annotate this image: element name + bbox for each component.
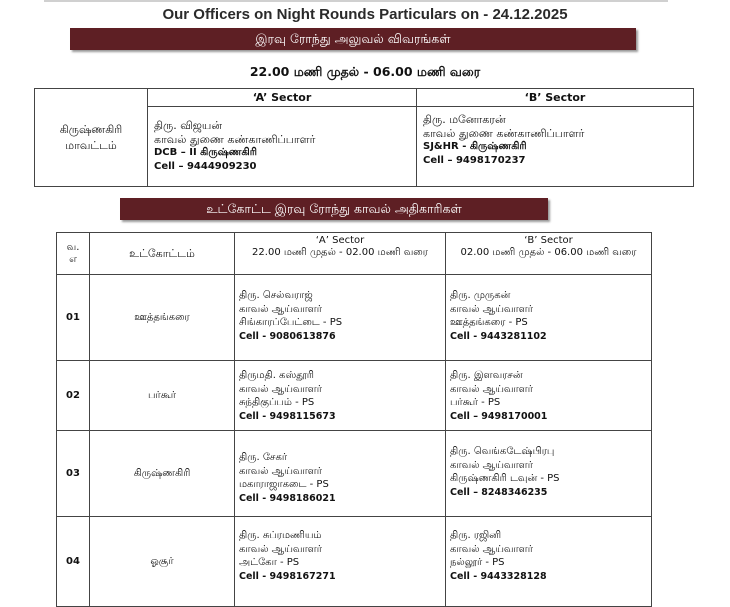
col-b-title: ‘B’ Sector — [524, 235, 573, 246]
officer-name: திரு. வெங்கடேஷ்பிரபு — [450, 446, 555, 457]
officer-cell: Cell - 9498186021 — [239, 492, 336, 504]
officer-name: திரு. விஜயன் — [154, 119, 222, 132]
officer-cell: Cell - 9443328128 — [450, 570, 547, 582]
row-subdivision: பர்கூர் — [90, 361, 235, 431]
officer-designation: காவல் ஆய்வாளர் — [450, 303, 533, 315]
officer-name: திருமதி. கஸ்தூரி — [239, 370, 314, 381]
sector-b-header: ‘B’ Sector — [417, 89, 694, 107]
subdivision-banner: உட்கோட்ட இரவு ரோந்து காவல் அதிகாரிகள் — [120, 198, 548, 220]
officer-station: பர்கூர் - PS — [450, 397, 501, 408]
officer-unit: DCB – II கிருஷ்ணகிரி — [154, 147, 257, 158]
col-b-time: 02.00 மணி முதல் - 06.00 மணி வரை — [460, 247, 637, 258]
officer-unit: SJ&HR - கிருஷ்ணகிரி — [423, 141, 527, 152]
officer-designation: காவல் ஆய்வாளர் — [450, 383, 533, 395]
row-sno: 01 — [57, 275, 90, 361]
col-b-header — [446, 233, 652, 275]
officer-name: திரு. ரஜினி — [450, 530, 502, 541]
officer-station: நல்லூர் - PS — [450, 557, 505, 568]
officer-name: திரு. செல்வராஜ் — [239, 290, 313, 301]
officer-designation: காவல் துணை கண்காணிப்பாளர் — [154, 132, 316, 146]
row-subdivision: கிருஷ்ணகிரி — [90, 431, 235, 517]
officer-name: திரு. சேகர் — [239, 452, 288, 463]
officer-designation: காவல் ஆய்வாளர் — [239, 303, 322, 315]
officer-name: திரு. சுப்ரமணியம் — [239, 530, 322, 541]
officer-designation: காவல் ஆய்வாளர் — [239, 543, 322, 555]
officer-cell: Cell – 8248346235 — [450, 486, 548, 498]
row-subdivision: ஓசூர் — [90, 517, 235, 607]
page-title: Our Officers on Night Rounds Particulars on - 24.12.2025 — [162, 6, 568, 23]
officer-cell: Cell - 9080613876 — [239, 330, 336, 342]
col-sno-header — [57, 233, 90, 275]
officer-cell: Cell - 9498167271 — [239, 570, 336, 582]
row-sector-a-officer — [235, 275, 446, 361]
row-sector-b-officer — [446, 431, 652, 517]
time-range: 22.00 மணி முதல் - 06.00 மணி வரை — [249, 64, 481, 79]
officer-designation: காவல் துணை கண்காணிப்பாளர் — [423, 126, 585, 140]
col-a-header — [235, 233, 446, 275]
table-row — [57, 431, 652, 517]
col-a-time: 22.00 மணி முதல் - 02.00 மணி வரை — [252, 247, 428, 258]
col-subdivision-header: உட்கோட்டம் — [90, 233, 235, 275]
row-sector-a-officer — [235, 431, 446, 517]
col-a-title: ‘A’ Sector — [315, 235, 365, 246]
district-cell — [35, 89, 148, 187]
col-sno-label: வ. எ — [66, 241, 80, 265]
sector-a-officer — [148, 107, 417, 187]
officer-cell: Cell – 9498170237 — [423, 154, 526, 166]
officer-cell: Cell - 9498115673 — [239, 410, 336, 422]
table-row — [57, 361, 652, 431]
top-rule — [44, 0, 668, 2]
officer-station: கிருஷ்ணகிரி டவுன் - PS — [450, 473, 560, 484]
officer-designation: காவல் ஆய்வாளர் — [239, 383, 322, 395]
row-sno: 04 — [57, 517, 90, 607]
row-sector-b-officer — [446, 361, 652, 431]
row-sector-b-officer — [446, 517, 652, 607]
officer-cell: Cell – 9498170001 — [450, 410, 548, 422]
row-sector-a-officer — [235, 517, 446, 607]
officer-designation: காவல் ஆய்வாளர் — [450, 459, 533, 471]
officer-station: சிங்காரப்பேட்டை - PS — [239, 317, 343, 328]
officer-name: திரு. முருகன் — [450, 290, 511, 301]
district-name: கிருஷ்ணகிரி மாவட்டம் — [59, 122, 123, 152]
officer-designation: காவல் ஆய்வாளர் — [239, 465, 322, 477]
row-subdivision: ஊத்தங்கரை — [90, 275, 235, 361]
night-rounds-banner: இரவு ரோந்து அலுவல் விவரங்கள் — [70, 28, 636, 50]
officer-station: சுந்திகுப்பம் - PS — [239, 397, 315, 408]
officer-name: திரு. இளவரசன் — [450, 370, 523, 381]
officer-station: அட்கோ - PS — [239, 557, 300, 568]
row-sno: 03 — [57, 431, 90, 517]
table-row — [57, 517, 652, 607]
officer-station: மகாராஜாகடை - PS — [239, 479, 329, 490]
row-sector-b-officer — [446, 275, 652, 361]
row-sno: 02 — [57, 361, 90, 431]
officer-designation: காவல் ஆய்வாளர் — [450, 543, 533, 555]
subdivision-table — [56, 232, 652, 607]
sector-a-header: ‘A’ Sector — [148, 89, 417, 107]
officer-cell: Cell - 9443281102 — [450, 330, 547, 342]
officer-name: திரு. மனோகரன் — [423, 113, 506, 126]
row-sector-a-officer — [235, 361, 446, 431]
officer-cell: Cell – 9444909230 — [154, 160, 257, 172]
district-sector-table — [34, 88, 694, 187]
table-row — [57, 275, 652, 361]
sector-b-officer — [417, 107, 694, 187]
officer-station: ஊத்தங்கரை - PS — [450, 317, 528, 328]
